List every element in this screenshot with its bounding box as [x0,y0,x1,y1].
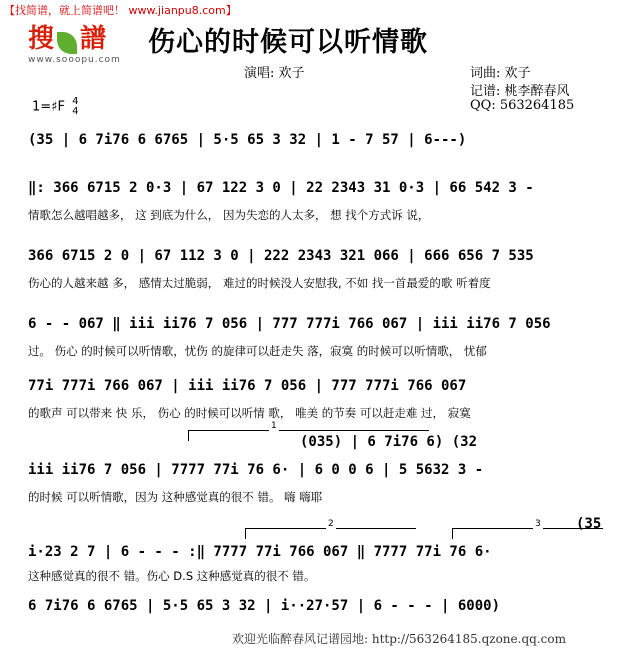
key-label: 1=♯F [32,99,65,115]
score-row-1: (35 | 6 7i76 6 6765 | 5·5 65 3 32 | 1 - 7 57 | 6---) [28,132,467,148]
composer-credit: 词曲: 欢子 [470,66,531,81]
time-signature [72,97,78,117]
time-top: 4 [72,96,79,107]
singer-credit: 演唱: 欢子 [244,66,305,81]
leaf-icon [57,32,77,54]
qq-contact: QQ: 563264185 [470,98,575,113]
lyric-row-4: 过。 伤心 的时候可以听情歌，忧伤 的旋律可以赶走失 落，寂寞 的时候可以听情歌， 忧郁 [28,344,487,358]
score-row-7: i·23 2 7 | 6 - - - :‖ 7777 77i 766 067 ‖ 7777 77i 76 6· [28,544,492,560]
lyric-row-7: 这种感觉真的很不 错。伤心 D.S 这种感觉真的很不 错。 [28,569,316,583]
time-bottom: 4 [72,106,79,117]
logo-text-right: 譜 [80,24,107,54]
lyric-row-3: 伤心的人越来越 多， 感情太过脆弱， 难过的时候没人安慰我, 不如 找一首最爱的歌 听着度 [28,276,491,290]
site-logo[interactable] [28,18,128,64]
key-signature [32,97,78,117]
logo-url: www.sooopu.com [28,55,121,65]
score-row-4: 6 - - 067 ‖ iii ii76 7 056 | 777 777i 766 067 | iii ii76 7 056 [28,316,551,332]
lyric-row-6: 的时候 可以听情歌，因为 这种感觉真的很不 错。 嗨 嗨耶 [28,490,323,504]
score-row-pickup: (35 [576,516,602,532]
song-title: 伤心的时候可以听情歌 [148,27,428,58]
lyric-row-2: 情歌怎么越唱越多， 这 到底为什么， 因为失恋的人太多， 想 找个方式诉 说， [28,208,430,222]
score-row-3: 366 6715 2 0 | 67 112 3 0 | 222 2343 321 066 | 666 656 7 535 [28,248,534,264]
logo-text-left: 搜 [28,24,55,54]
volta-bracket-2: 2 [245,528,416,539]
score-row-8: 6 7i76 6 6765 | 5·5 65 3 32 | i··27·57 | 6 - - - | 6000) [28,598,501,614]
score-row-5: 77i 777i 766 067 | iii ii76 7 056 | 777 777i 766 067 [28,378,467,394]
score-row-6: iii ii76 7 056 | 7777 77i 76 6· | 6 0 0 6 | 5 5632 3 - [28,462,484,478]
score-row-interlude: (035) | 6 7i76 6) (32 [300,434,478,450]
score-row-2: ‖: 366 6715 2 0·3 | 67 122 3 0 | 22 2343 31 0·3 | 66 542 3 - [28,180,534,196]
volta-bracket-3: 3 [452,528,603,539]
volta-bracket-1: 1 [188,430,429,441]
lyric-row-5: 的歌声 可以带来 快 乐， 伤心 的时候可以听情 歌， 唯美 的节奏 可以赶走难 过， 寂寞 [28,406,471,420]
footer-credit[interactable]: 欢迎光临醉春风记谱园地: http://563264185.qzone.qq.com [232,632,566,646]
transcriber-credit: 记谱: 桃李醉春风 [470,84,570,99]
site-tagline[interactable]: 【找简谱，就上简谱吧！ www.jianpu8.com】 [4,4,237,17]
